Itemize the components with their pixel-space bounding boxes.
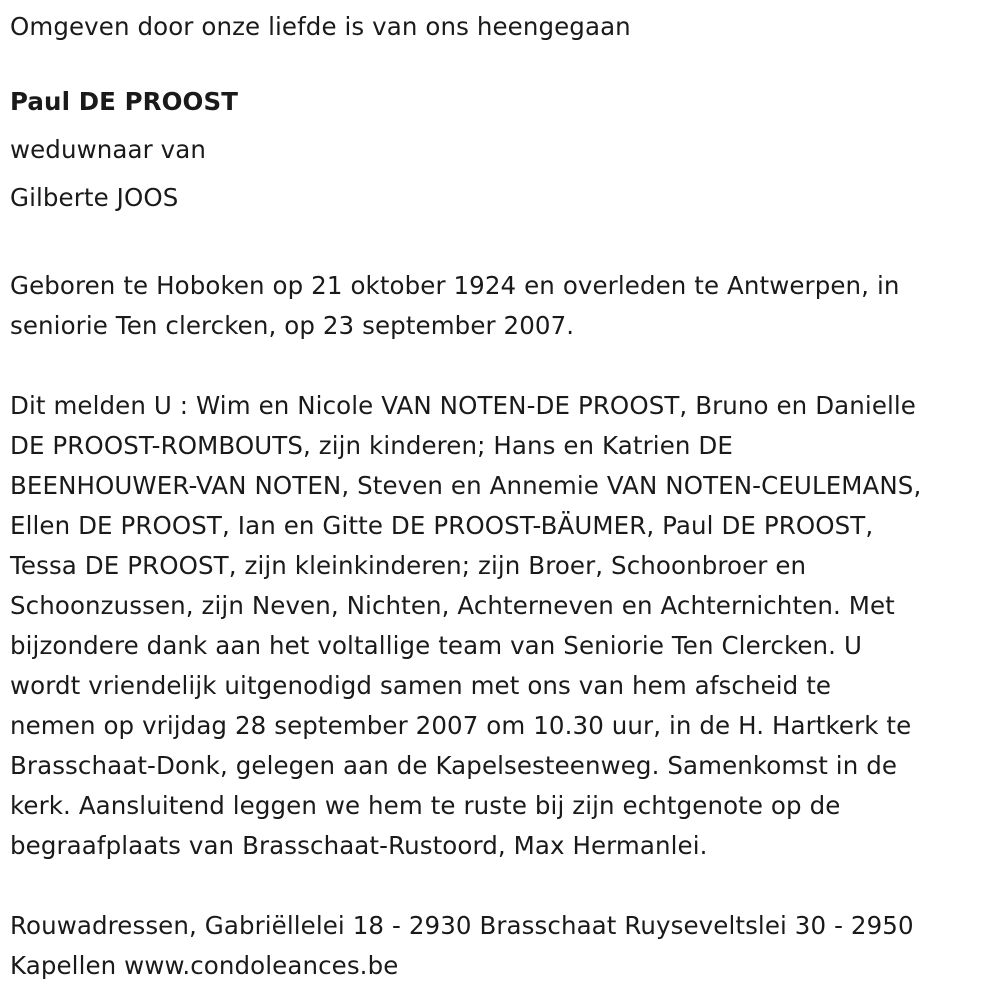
spacer — [10, 346, 1000, 386]
paragraph-line: Ellen DE PROOST, Ian en Gitte DE PROOST-BÄUMER, Paul DE PROOST, — [10, 511, 874, 540]
paragraph-line: Brasschaat-Donk, gelegen aan de Kapelsesteenweg. Samenkomst in de — [10, 751, 898, 780]
paragraph-line: Dit melden U : Wim en Nicole VAN NOTEN-DE PROOST, Bruno en Danielle — [10, 391, 916, 420]
intro-text: Omgeven door onze liefde is van ons heengegaan — [10, 12, 631, 41]
paragraph-line: Kapellen www.condoleances.be — [10, 951, 399, 980]
announcement-paragraph — [10, 386, 1000, 866]
paragraph-line: nemen op vrijdag 28 september 2007 om 10.30 uur, in de H. Hartkerk te — [10, 711, 912, 740]
paragraph-line: Schoonzussen, zijn Neven, Nichten, Achterneven en Achternichten. Met — [10, 591, 895, 620]
paragraph-line: seniorie Ten clercken, op 23 september 2007. — [10, 311, 575, 340]
deceased-name: Paul DE PROOST — [10, 87, 239, 116]
spacer — [10, 218, 1000, 266]
spouse-name: Gilberte JOOS — [10, 183, 179, 212]
relation-label: weduwnaar van — [10, 135, 206, 164]
paragraph-line: bijzondere dank aan het voltallige team van Seniorie Ten Clercken. U — [10, 631, 862, 660]
birth-death-paragraph — [10, 266, 1000, 346]
paragraph-line: BEENHOUWER-VAN NOTEN, Steven en Annemie VAN NOTEN-CEULEMANS, — [10, 471, 922, 500]
paragraph-line: DE PROOST-ROMBOUTS, zijn kinderen; Hans en Katrien DE — [10, 431, 733, 460]
address-paragraph — [10, 906, 1000, 986]
spacer — [10, 866, 1000, 906]
paragraph-line: Geboren te Hoboken op 21 oktober 1924 en overleden te Antwerpen, in — [10, 271, 900, 300]
paragraph-line: wordt vriendelijk uitgenodigd samen met ons van hem afscheid te — [10, 671, 832, 700]
paragraph-line: Tessa DE PROOST, zijn kleinkinderen; zijn Broer, Schoonbroer en — [10, 551, 807, 580]
paragraph-line: begraafplaats van Brasschaat-Rustoord, Max Hermanlei. — [10, 831, 708, 860]
paragraph-line: kerk. Aansluitend leggen we hem te ruste bij zijn echtgenote op de — [10, 791, 841, 820]
paragraph-line: Rouwadressen, Gabriëllelei 18 - 2930 Brasschaat Ruyseveltslei 30 - 2950 — [10, 911, 914, 940]
